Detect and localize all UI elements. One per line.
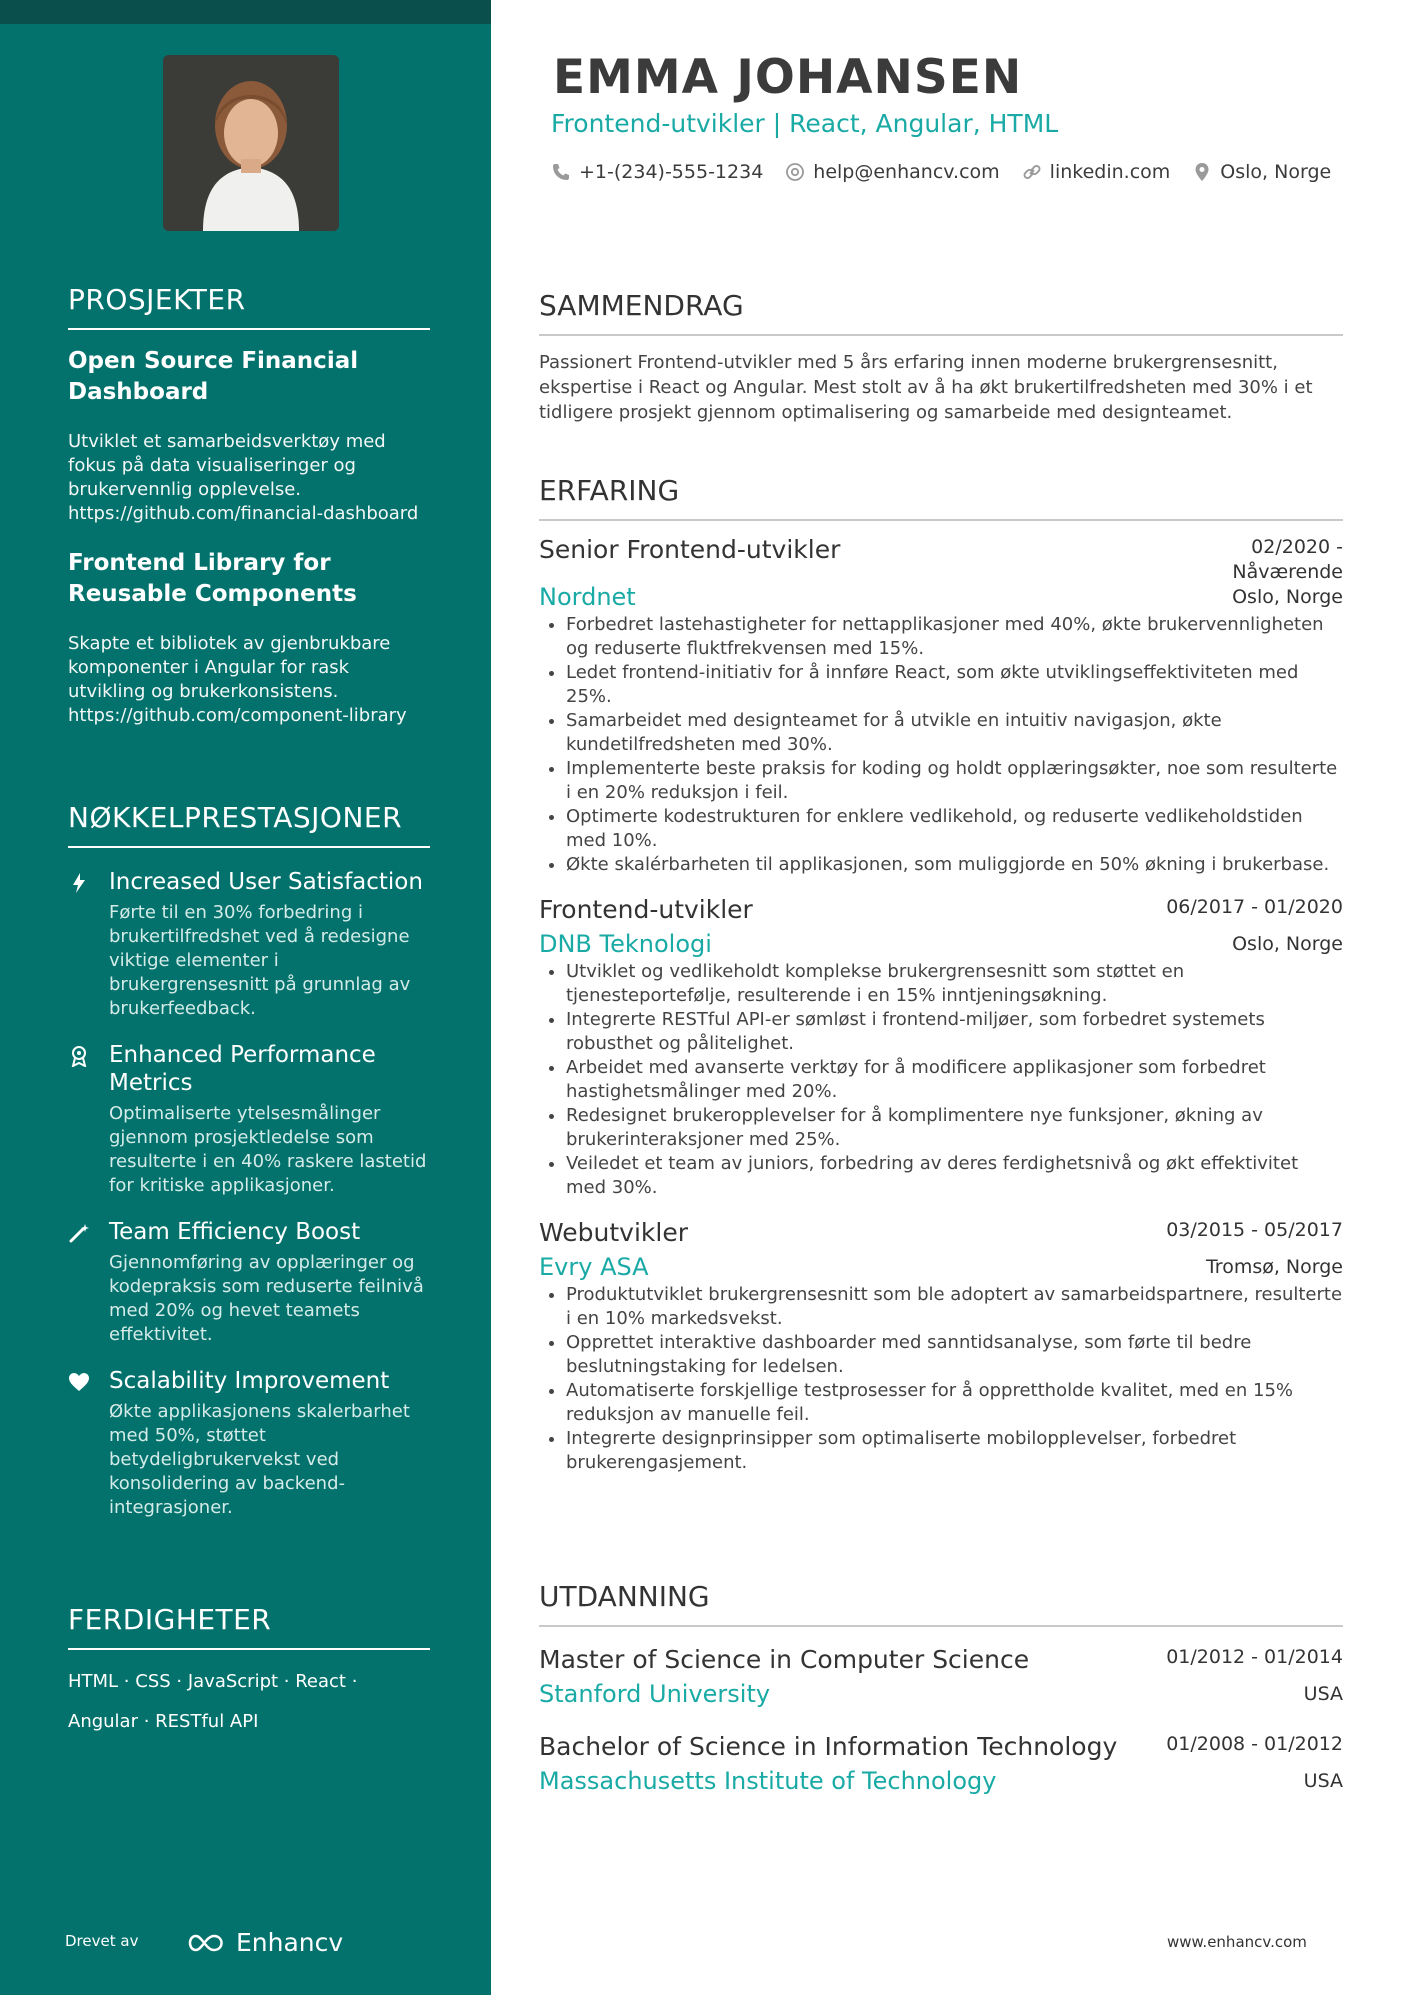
project-title: Frontend Library for Reusable Components xyxy=(68,550,357,607)
project-desc-text: Utviklet et samarbeidsverktøy med fokus på data visualiseringer og brukervennlig opplevelse. xyxy=(68,431,386,500)
profile-photo xyxy=(163,55,339,231)
skills-line: HTML · CSS · JavaScript · React · xyxy=(68,1671,358,1692)
achievement-desc: Gjennomføring av opplæringer og kodepraksis som reduserte feilnivå med 20% og hevet teamets effektivitet. xyxy=(109,1252,424,1345)
summary-text: Passionert Frontend-utvikler med 5 års erfaring innen moderne brukergrensesnitt, ekspertise i React og Angular. Mest stolt av å ha økt brukertilfredsheten med 30% i et tidligere prosjekt gjennom optimalisering og samarbeide med designteamet. xyxy=(539,352,1313,423)
achievement-title: Enhanced Performance Metrics xyxy=(109,1042,376,1096)
candidate-headline: Frontend-utvikler | React, Angular, HTML xyxy=(551,109,1059,138)
enhancv-logo[interactable] xyxy=(184,1928,343,1957)
sidebar-top-bar xyxy=(0,0,491,24)
bullet: • Veiledet et team av juniors, forbedring av deres ferdighetsnivå og økt effektivitet med 30%. xyxy=(566,1152,1343,1200)
bullet: • Utviklet og vedlikeholdt komplekse brukergrensesnitt som støttet en tjenesteportefølje, resulterende i en 15% inntjeningsøkning. xyxy=(566,960,1343,1008)
experience-section xyxy=(539,474,1343,1475)
location-text: Oslo, Norge xyxy=(1220,161,1332,183)
location-contact xyxy=(1192,161,1331,183)
bullet: • Forbedret lastehastigheter for nettapplikasjoner med 40%, økte brukervennligheten og reduserte fluktfrekvensen med 15%. xyxy=(566,613,1343,661)
job-date-start: 02/2020 - xyxy=(1251,536,1343,558)
at-sign-icon xyxy=(785,162,805,182)
job-bullets xyxy=(539,1283,1343,1475)
company-name: DNB Teknologi xyxy=(539,930,712,958)
linkedin-contact[interactable] xyxy=(1022,161,1171,183)
education-title: UTDANNING xyxy=(539,1580,1343,1627)
job-location: Tromsø, Norge xyxy=(1205,1256,1343,1278)
education-entry xyxy=(539,1645,1343,1708)
project-link[interactable]: https://github.com/component-library xyxy=(68,705,407,726)
phone-icon xyxy=(551,162,571,182)
phone-text: +1-(234)-555-1234 xyxy=(579,161,764,183)
project-link[interactable]: https://github.com/financial-dashboard xyxy=(68,503,419,524)
achievement-title: Increased User Satisfaction xyxy=(109,869,423,895)
projects-section xyxy=(68,283,430,728)
job-location: Oslo, Norge xyxy=(1232,933,1343,955)
projects-title: PROSJEKTER xyxy=(68,283,430,330)
phone-contact[interactable] xyxy=(551,161,763,183)
heart-icon xyxy=(68,1371,90,1393)
lightning-icon xyxy=(68,872,90,894)
school-name: Massachusetts Institute of Technology xyxy=(539,1767,997,1795)
achievement-title: Team Efficiency Boost xyxy=(109,1219,361,1245)
job-date: 06/2017 - 01/2020 xyxy=(1166,896,1343,918)
bullet: • Integrerte RESTful API-er sømløst i frontend-miljøer, som forbedret systemets robusthet og pålitelighet. xyxy=(566,1008,1343,1056)
job-title: Webutvikler xyxy=(539,1218,688,1247)
location-pin-icon xyxy=(1192,162,1212,182)
project-description xyxy=(68,632,430,728)
project-title: Open Source Financial Dashboard xyxy=(68,348,359,405)
achievement-desc: Optimaliserte ytelsesmålinger gjennom prosjektledelse som resulterte i en 40% raskere lastetid for kritiske applikasjoner. xyxy=(109,1103,427,1196)
job-title: Senior Frontend-utvikler xyxy=(539,535,841,564)
website-footer[interactable]: www.enhancv.com xyxy=(1167,1933,1307,1951)
bullet: • Optimerte kodestrukturen for enklere vedlikehold, og reduserte vedlikeholdstiden med 10%. xyxy=(566,805,1343,853)
project-description xyxy=(68,430,430,526)
company-name: Nordnet xyxy=(539,583,636,611)
bullet: • Opprettet interaktive dashboarder med sanntidsanalyse, som førte til bedre beslutningstaking for ledelsen. xyxy=(566,1331,1343,1379)
bullet: • Produktutviklet brukergrensesnitt som ble adoptert av samarbeidspartnere, resulterte i en 10% markedsvekst. xyxy=(566,1283,1343,1331)
achievements-section xyxy=(68,801,430,1520)
achievement-title: Scalability Improvement xyxy=(109,1368,390,1394)
company-name: Evry ASA xyxy=(539,1253,649,1281)
infinity-logo-icon xyxy=(184,1932,230,1954)
achievement-item xyxy=(68,1218,430,1347)
education-location: USA xyxy=(1303,1683,1343,1705)
bullet: • Samarbeidet med designteamet for å utvikle en intuitiv navigasjon, økte kundetilfredsheten med 30%. xyxy=(566,709,1343,757)
job-date xyxy=(1232,535,1343,585)
enhancv-brand: Enhancv xyxy=(236,1928,344,1957)
contact-bar xyxy=(551,161,1331,183)
bullet: • Automatiserte forskjellige testprosesser for å opprettholde kvalitet, med en 15% reduksjon av manuelle feil. xyxy=(566,1379,1343,1427)
linkedin-text: linkedin.com xyxy=(1049,161,1171,183)
summary-title: SAMMENDRAG xyxy=(539,289,1343,336)
summary-section xyxy=(539,289,1343,425)
sidebar xyxy=(0,0,491,1995)
email-text: help@enhancv.com xyxy=(813,161,1000,183)
education-location: USA xyxy=(1303,1770,1343,1792)
education-entry xyxy=(539,1732,1343,1795)
job-entry xyxy=(539,535,1343,877)
powered-by-label: Drevet av xyxy=(65,1932,139,1950)
bullet: • Integrerte designprinsipper som optimaliserte mobilopplevelser, forbedret brukerengasjement. xyxy=(566,1427,1343,1475)
email-contact[interactable] xyxy=(785,161,999,183)
education-section xyxy=(539,1580,1343,1795)
achievement-item xyxy=(68,1367,430,1520)
bullet: • Økte skalérbarheten til applikasjonen, som muliggjorde en 50% økning i brukerbase. xyxy=(566,853,1343,877)
education-date: 01/2008 - 01/2012 xyxy=(1166,1733,1343,1755)
achievement-desc: Førte til en 30% forbedring i brukertilfredshet ved å redesigne viktige elementer i brukergrensesnitt på grunnlag av brukerfeedback. xyxy=(109,902,411,1019)
job-date: 03/2015 - 05/2017 xyxy=(1166,1219,1343,1241)
skills-section xyxy=(68,1603,430,1742)
bullet: • Arbeidet med avanserte verktøy for å modificere applikasjoner som forbedret hastighetsmålinger med 20%. xyxy=(566,1056,1343,1104)
bullet: • Redesignet brukeropplevelser for å komplimentere nye funksjoner, økning av brukerinteraksjoner med 25%. xyxy=(566,1104,1343,1152)
candidate-name: EMMA JOHANSEN xyxy=(553,50,1023,105)
magic-wand-icon xyxy=(68,1222,90,1244)
job-entry xyxy=(539,1218,1343,1475)
project-item xyxy=(68,548,430,728)
job-title: Frontend-utvikler xyxy=(539,895,753,924)
award-icon xyxy=(68,1045,90,1067)
skills-line: Angular · RESTful API xyxy=(68,1711,259,1732)
degree-title: Master of Science in Computer Science xyxy=(539,1645,1030,1674)
project-desc-text: Skapte et bibliotek av gjenbrukbare komponenter i Angular for rask utvikling og brukerkonsistens. xyxy=(68,633,391,702)
degree-title: Bachelor of Science in Information Technology xyxy=(539,1732,1118,1761)
job-location: Oslo, Norge xyxy=(1232,586,1343,608)
bullet: • Ledet frontend-initiativ for å innføre React, som økte utviklingseffektiviteten med 25%. xyxy=(566,661,1343,709)
achievement-desc: Økte applikasjonens skalerbarhet med 50%, støttet betydeligbrukervekst ved konsolidering av backend-integrasjoner. xyxy=(109,1401,410,1518)
skills-list xyxy=(68,1662,430,1742)
skills-title: FERDIGHETER xyxy=(68,1603,430,1650)
achievements-title: NØKKELPRESTASJONER xyxy=(68,801,430,848)
job-date-end: Nåværende xyxy=(1232,561,1343,583)
bullet: • Implementerte beste praksis for koding og holdt opplæringsøkter, noe som resulterte i en 20% reduksjon i feil. xyxy=(566,757,1343,805)
job-bullets xyxy=(539,960,1343,1200)
achievement-item xyxy=(68,868,430,1021)
experience-title: ERFARING xyxy=(539,474,1343,521)
education-date: 01/2012 - 01/2014 xyxy=(1166,1646,1343,1668)
school-name: Stanford University xyxy=(539,1680,771,1708)
job-entry xyxy=(539,895,1343,1200)
job-bullets xyxy=(539,613,1343,877)
project-item xyxy=(68,346,430,526)
link-icon xyxy=(1022,162,1042,182)
achievement-item xyxy=(68,1041,430,1198)
